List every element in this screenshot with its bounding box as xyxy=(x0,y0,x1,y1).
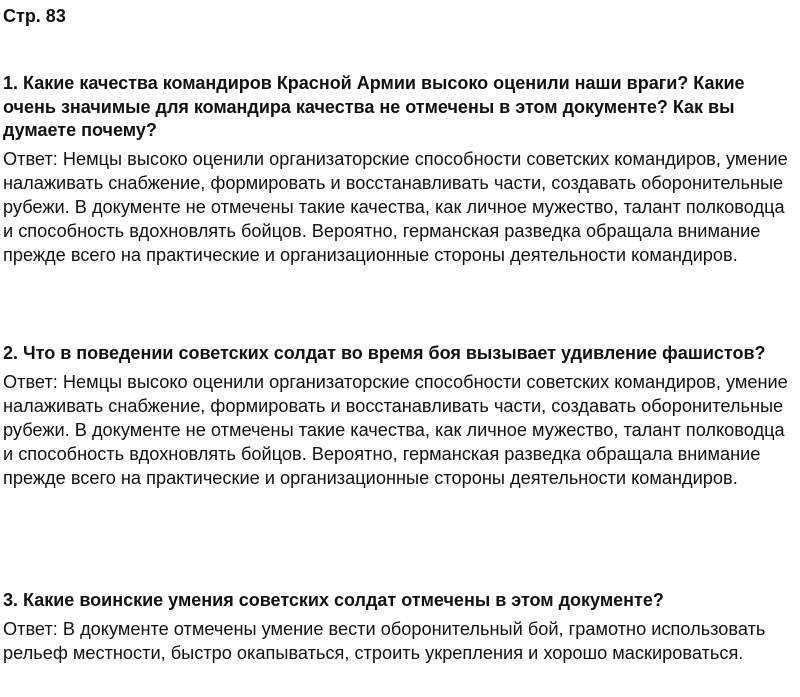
question-answer: Ответ: В документе отмечены умение вести оборонительный бой, грамотно использовать рельеф местности, быстро окапываться, строить укрепления и хорошо маскироваться. xyxy=(3,618,766,663)
question-title: 1. Какие качества командиров Красной Армии высоко оценили наши враги? Какие очень значимые для командира качества не отмечены в этом документе? Как вы думаете почему? xyxy=(3,73,745,140)
page-number-label: Стр. 83 xyxy=(3,6,66,26)
question-title: 2. Что в поведении советских солдат во время боя вызывает удивление фашистов? xyxy=(3,343,766,363)
question-block-3 xyxy=(3,589,797,665)
question-block-1 xyxy=(3,72,797,267)
question-answer: Ответ: Немцы высоко оценили организаторские способности советских командиров, умение налаживать снабжение, формировать и восстанавливать части, создавать оборонительные рубежи. В документе не отмечены такие качества, как личное мужество, талант полководца и способность вдохновлять бойцов. Вероятно, германская разведка обращала внимание прежде всего на практические и организационные стороны деятельности командиров. xyxy=(3,148,788,265)
question-title: 3. Какие воинские умения советских солдат отмечены в этом документе? xyxy=(3,590,664,610)
question-answer: Ответ: Немцы высоко оценили организаторские способности советских командиров, умение налаживать снабжение, формировать и восстанавливать части, создавать оборонительные рубежи. В документе не отмечены такие качества, как личное мужество, талант полководца и способность вдохновлять бойцов. Вероятно, германская разведка обращала внимание прежде всего на практические и организационные стороны деятельности командиров. xyxy=(3,371,788,488)
question-block-2 xyxy=(3,342,797,490)
